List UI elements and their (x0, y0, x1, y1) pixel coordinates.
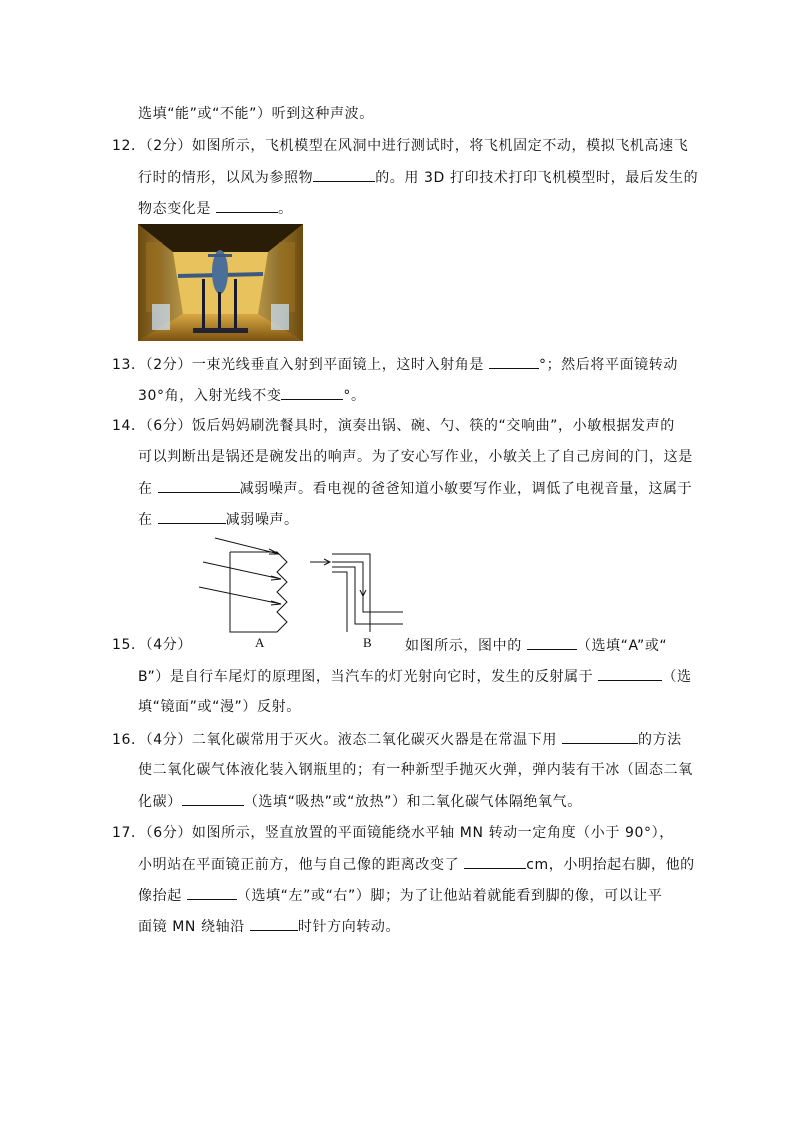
q12-text-3a: 物态变化是 (138, 201, 217, 217)
q13-text-1b: °；然后将平面镜转动 (538, 357, 678, 373)
q17-text-2b: cm，小明抬起右脚，他的 (526, 857, 695, 873)
q14-line-2: 可以判断出是锅还是碗发出的响声。为了安心写作业，小敏关上了自己房间的门，这是 (138, 449, 693, 465)
q12-line-1 (112, 136, 688, 156)
q17-text-3b: （选填“左”或“右”）脚；为了让他站着就能看到脚的像，可以让平 (236, 888, 663, 904)
q13-line-2 (138, 385, 366, 406)
q16-text-1b: 的方法 (637, 732, 682, 748)
q14-number: 14．（6分） (112, 418, 192, 434)
q17-text-4a: 面镜 MN 绕轴沿 (138, 919, 250, 935)
q14-line-3 (138, 478, 692, 499)
q11-tail: 选填“能”或“不能”）听到这种声波。 (138, 106, 374, 122)
q12-text-2a: 行时的情形，以风为参照物 (138, 170, 314, 186)
q14-line-4 (138, 509, 299, 530)
q17-line-1 (112, 823, 674, 843)
wind-tunnel-photo (138, 224, 303, 341)
q17-line-4 (138, 916, 400, 937)
q12-blank-1[interactable] (313, 167, 375, 182)
q12-text-3b: 。 (278, 201, 293, 217)
q13-text-2a: 30°角，入射光线不变 (138, 388, 282, 404)
q16-line-3 (138, 791, 582, 812)
q17-text-4b: 时针方向转动。 (297, 919, 401, 935)
q15-text-1a: 如图所示，图中的 (405, 638, 527, 654)
q12-blank-2[interactable] (216, 198, 278, 213)
q17-line-3 (138, 885, 662, 906)
q14-text-4a: 在 (138, 512, 158, 528)
q15-text-2b: （选 (662, 669, 692, 685)
q15-line-2 (138, 666, 692, 687)
q14-text-3b: 减弱噪声。看电视的爸爸知道小敏要写作业，调低了电视音量，这属于 (239, 481, 693, 497)
diagram-label-a: A (255, 635, 265, 650)
q13-line-1 (112, 354, 678, 375)
q17-text-3a: 像抬起 (138, 888, 187, 904)
q16-blank-1[interactable] (562, 729, 638, 744)
diagram-label-b: B (363, 635, 372, 650)
q17-text-2a: 小明站在平面镜正前方，他与自己像的距离改变了 (138, 857, 465, 873)
q17-blank-2[interactable] (187, 885, 237, 900)
diagram-a-outline (230, 552, 287, 632)
q14-line-1 (112, 416, 675, 436)
q15-text-2a: B”）是自行车尾灯的原理图，当汽车的灯光射向它时，发生的反射属于 (138, 669, 599, 685)
reflector-diagram (195, 532, 410, 652)
q12-text-2b: 的。用 3D 打印技术打印飞机模型时，最后发生的 (375, 170, 699, 186)
q12-text-1: 如图所示，飞机模型在风洞中进行测试时，将飞机固定不动，模拟飞机高速飞 (191, 138, 689, 154)
q13-text-1a: 一束光线垂直入射到平面镜上，这时入射角是 (191, 357, 489, 373)
q12-line-2 (138, 167, 698, 188)
q16-text-1a: 二氧化碳常用于灭火。液态二氧化碳灭火器是在常温下用 (191, 732, 562, 748)
q14-text-4b: 减弱噪声。 (225, 512, 299, 528)
q15-line-3: 填“镜面”或“漫”）反射。 (138, 699, 301, 715)
q12-number: 12．（2分） (112, 138, 192, 154)
q16-blank-2[interactable] (182, 791, 244, 806)
q13-blank-1[interactable] (489, 354, 539, 369)
q14-blank-2[interactable] (158, 509, 226, 524)
q13-blank-2[interactable] (281, 385, 343, 400)
q14-text-3a: 在 (138, 481, 158, 497)
q17-blank-1[interactable] (464, 854, 526, 869)
q16-line-2: 使二氧化碳气体液化装入钢瓶里的；有一种新型手抛灭火弹，弹内装有干冰（固态二氧 (138, 762, 693, 778)
q17-number: 17．（6分） (112, 825, 192, 841)
q12-line-3 (138, 198, 293, 219)
q14-blank-1[interactable] (158, 478, 240, 493)
q16-line-1 (112, 729, 682, 750)
q15-blank-1[interactable] (527, 635, 577, 650)
q16-text-3b: （选填“吸热”或“放热”）和二氧化碳气体隔绝氧气。 (243, 794, 582, 810)
q15-number-line (112, 635, 192, 655)
q17-blank-3[interactable] (250, 916, 298, 931)
q17-text-1: 如图所示，竖直放置的平面镜能绕水平轴 MN 转动一定角度（小于 90°）， (191, 825, 674, 841)
q15-text-1b: （选填“A”或“ (576, 638, 668, 654)
q17-line-2 (138, 854, 695, 875)
q15-blank-2[interactable] (598, 666, 662, 681)
q14-text-1: 饭后妈妈刷洗餐具时，演奏出锅、碗、勺、筷的“交响曲”，小敏根据发声的 (191, 418, 675, 434)
q15-line-1 (405, 635, 667, 656)
q16-text-3a: 化碳） (138, 794, 182, 810)
q16-number: 16．（4分） (112, 732, 192, 748)
q13-text-2b: °。 (343, 388, 366, 404)
q13-number: 13．（2分） (112, 357, 192, 373)
q15-number: 15．（4分） (112, 637, 192, 653)
